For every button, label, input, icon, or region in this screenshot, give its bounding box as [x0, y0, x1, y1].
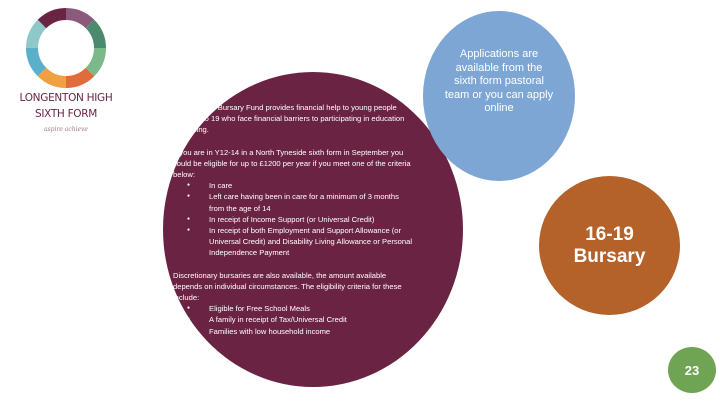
school-tagline: aspire achieve: [44, 126, 88, 133]
list-item: ● In care: [173, 180, 413, 191]
badge-line2: Bursary: [573, 245, 646, 267]
applications-circle: [423, 11, 575, 181]
school-name-line2: SIXTH FORM: [34, 108, 98, 120]
list-item: ● Families with low household income: [173, 326, 413, 337]
discretionary-list: [173, 303, 413, 337]
school-logo: [0, 0, 130, 150]
discretionary-intro: Discretionary bursaries are also available, the amount available depends on individual circumstances. The eligibility criteria for these include:: [173, 270, 402, 303]
logo-ring-icon: [24, 6, 108, 90]
criteria-list: [173, 180, 413, 258]
list-item: ● Eligible for Free School Meals: [173, 303, 413, 314]
list-item: ● In receipt of both Employment and Support Allowance (or Universal Credit) and Disability Living Allowance or Personal Independence Payment: [173, 225, 413, 259]
intro-text: The 16 to 19 Bursary Fund provides financial help to young people aged 16 to 19 who face financial barriers to participating in education or training.: [173, 103, 405, 135]
list-item: ● In receipt of Income Support (or Universal Credit): [173, 214, 413, 225]
bursary-badge: [539, 176, 680, 315]
list-item: ● Left care having been in care for a minimum of 3 months from the age of 14: [173, 191, 413, 213]
bursary-info: [173, 102, 413, 337]
school-name-line1: LONGENTON HIGH: [19, 92, 113, 104]
applications-note: Applications are available from the sixth form pastoral team or you can apply online: [444, 48, 554, 115]
page-number: 23: [668, 347, 716, 393]
list-item: ● A family in receipt of Tax/Universal Credit: [173, 314, 413, 325]
eligibility-intro: If you are in Y12-14 in a North Tyneside sixth form in September you could be eligible for up to £1200 per year if you meet one of the criteria below:: [173, 147, 411, 180]
badge-line1: 16-19: [585, 223, 634, 245]
school-name: [10, 90, 122, 122]
